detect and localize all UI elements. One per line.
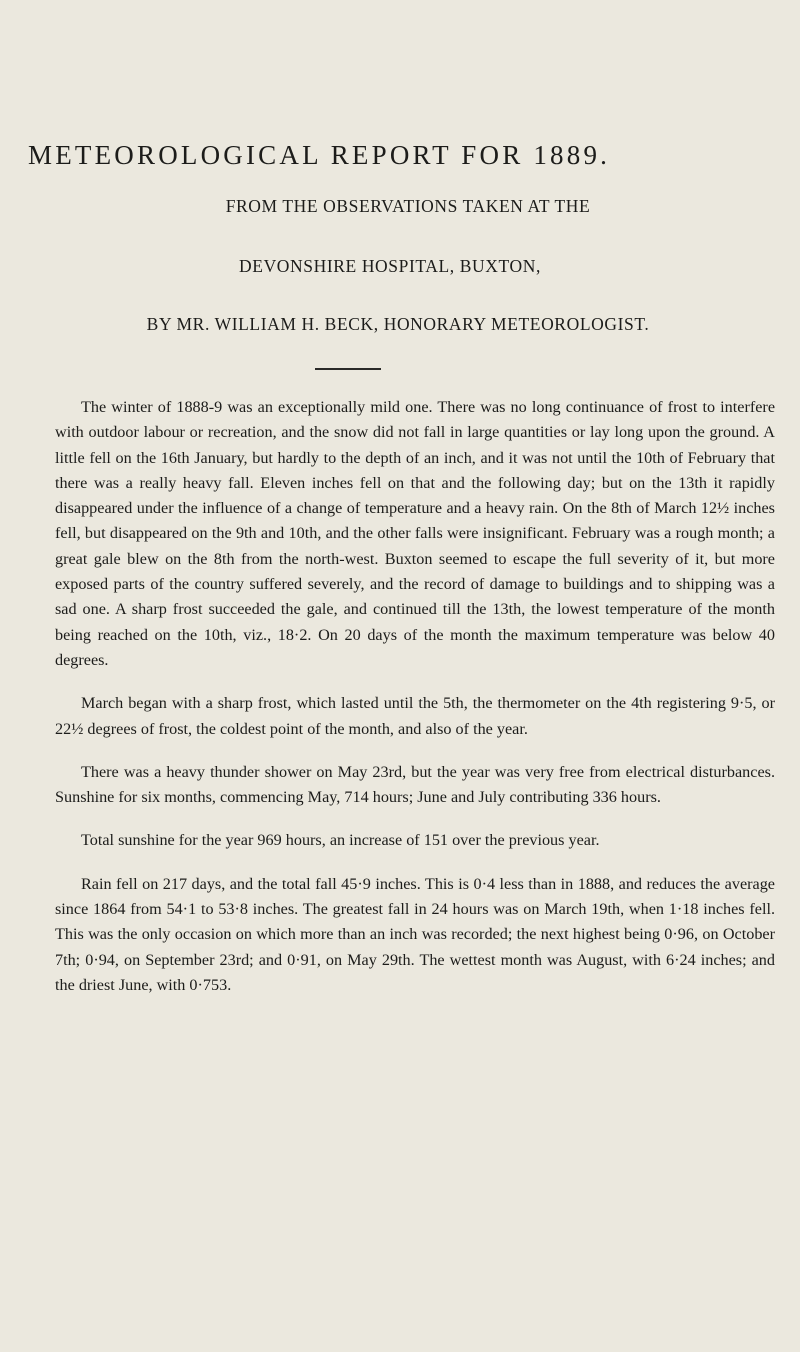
paragraph-march: March began with a sharp frost, which lasted until the 5th, the thermometer on the 4th registering 9·5, or 22½ degrees of frost, the coldest point of the month, and also of the year.	[55, 694, 775, 738]
subtitle-line-author: BY MR. WILLIAM H. BECK, HONORARY METEOROLOGIST.	[146, 314, 650, 334]
paragraph-winter: The winter of 1888-9 was an exceptionally mild one. There was no long continuance of frost to interfere with outdoor labour or recreation, and the snow did not fall in large quantities or lay long upon the ground. A little fell on the 16th January, but hardly to the depth of an inch, and it was not until the 10th of February that there was a really heavy fall. Eleven inches fell on that and the following day; but on the 13th it rapidly disappeared under the influence of a change of temperature and a heavy rain. On the 8th of March 12½ inches fell, but disappeared on the 9th and 10th, and the other falls were insignificant. February was a rough month; a great gale blew on the 8th from the north-west. Buxton seemed to escape the full severity of it, but more exposed parts of the country suffered severely, and the record of damage to buildings and to shipping was a sad one. A sharp frost succeeded the gale, and continued till the 13th, the lowest temperature of the month being reached on the 10th, viz., 18·2. On 20 days of the month the maximum temperature was below 40 degrees.	[55, 398, 775, 669]
subtitle-line-hospital: DEVONSHIRE HOSPITAL, BUXTON,	[239, 256, 541, 276]
subtitle-line-observations: FROM THE OBSERVATIONS TAKEN AT THE	[225, 196, 591, 216]
divider-rule	[315, 368, 381, 370]
report-body	[55, 395, 775, 998]
paragraph-rain: Rain fell on 217 days, and the total fall 45·9 inches. This is 0·4 less than in 1888, and reduces the average since 1864 from 54·1 to 53·8 inches. The greatest fall in 24 hours was on March 19th, when 1·18 inches fell. This was the only occasion on which more than an inch was recorded; the next highest being 0·96, on October 7th; 0·94, on September 23rd; and 0·91, on May 29th. The wettest month was August, with 6·24 inches; and the driest June, with 0·753.	[55, 874, 775, 994]
paragraph-sunshine: Total sunshine for the year 969 hours, an increase of 151 over the previous year.	[81, 831, 600, 850]
paragraph-thunder: There was a heavy thunder shower on May 23rd, but the year was very free from electrical disturbances. Sunshine for six months, commencing May, 714 hours; June and July contributing 336 hours.	[55, 762, 775, 807]
report-title: METEOROLOGICAL REPORT FOR 1889.	[28, 140, 611, 170]
